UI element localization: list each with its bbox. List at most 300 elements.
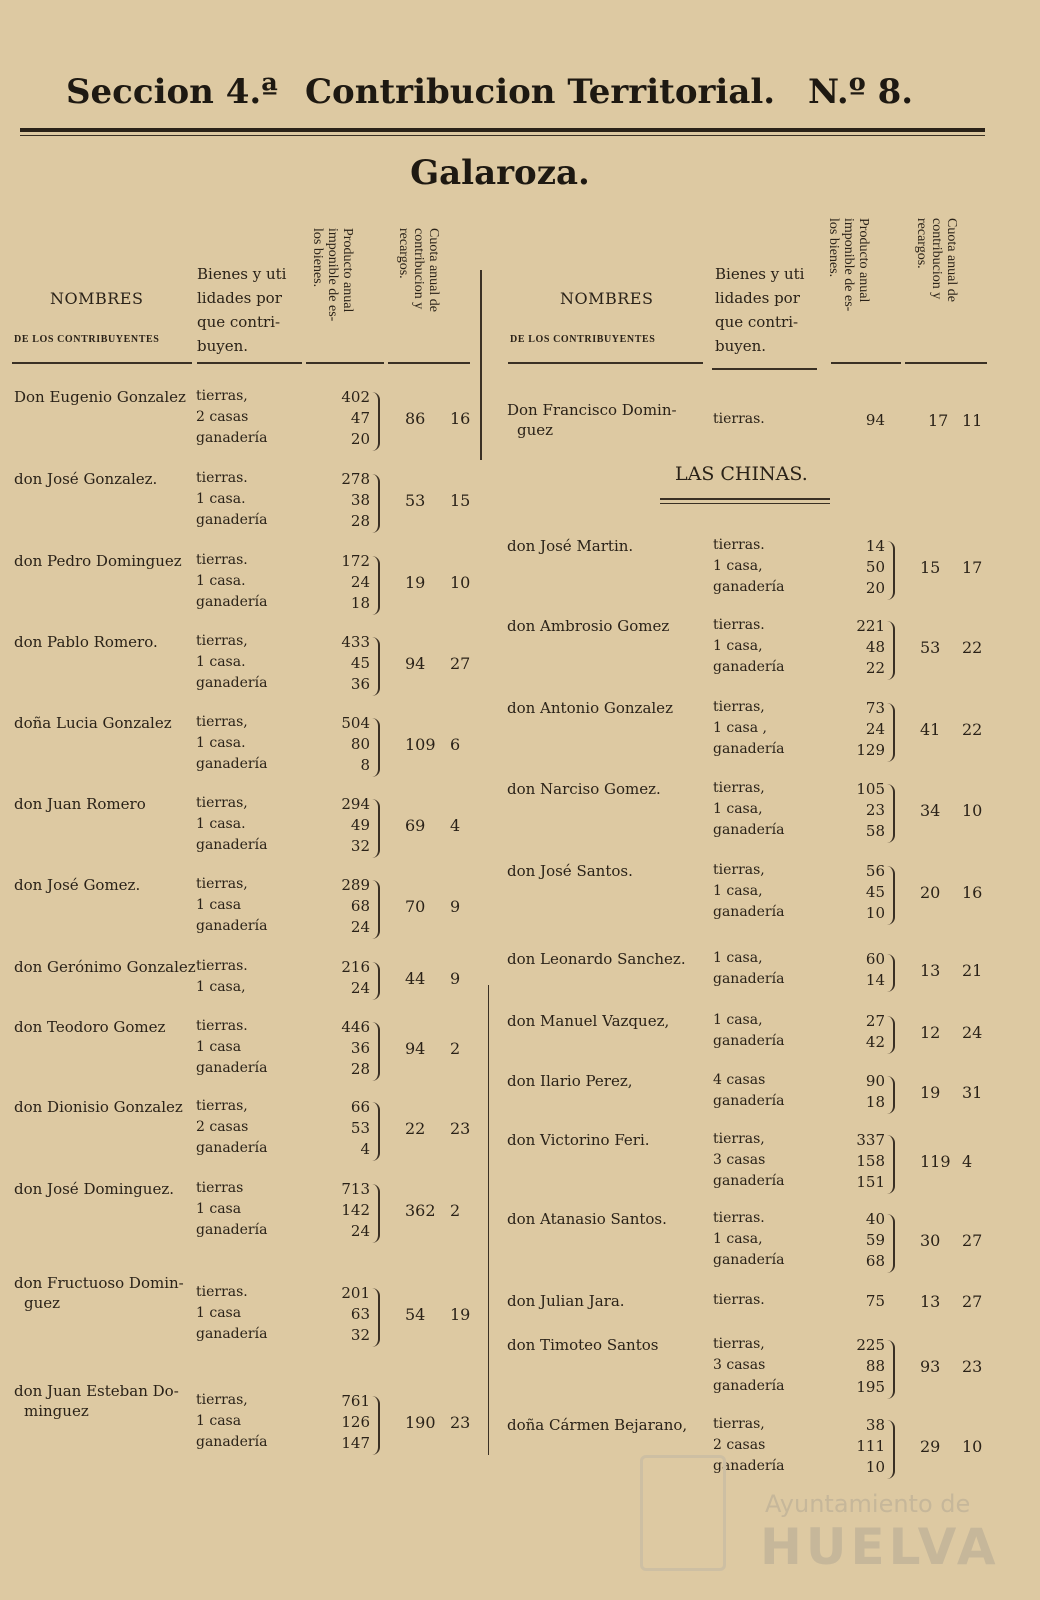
asset-value: 20: [350, 430, 370, 448]
asset-value: 47: [350, 409, 370, 427]
asset-item: ganadería: [196, 594, 268, 610]
asset-item: tierras.: [196, 958, 248, 974]
asset-item: ganadería: [713, 1252, 785, 1268]
asset-item: tierras.: [196, 1018, 248, 1034]
asset-item: tierras,: [713, 862, 765, 878]
cuota-line: Cuota anual de: [944, 218, 959, 302]
asset-item: tierras: [196, 1180, 244, 1196]
producto-line: Producto anual: [340, 228, 355, 313]
watermark-line1: Ayuntamiento de: [765, 1490, 971, 1518]
brace-icon: [887, 1420, 895, 1479]
contributor-name: don José Santos.: [507, 862, 633, 880]
asset-item: 3 casas: [713, 1152, 766, 1168]
quota-reales: 22: [405, 1119, 426, 1138]
column-divider-lower: [488, 985, 489, 1455]
asset-item: ganadería: [196, 430, 268, 446]
contributor-name: don Juan Romero: [14, 795, 146, 813]
bienes-line: lidades por: [715, 289, 800, 307]
quota-reales: 190: [405, 1413, 436, 1432]
asset-value: 60: [865, 950, 885, 968]
left-heading-rule: [12, 362, 192, 364]
asset-item: tierras,: [713, 1416, 765, 1432]
contributor-name: doña Cármen Bejarano,: [507, 1416, 688, 1434]
asset-value: 18: [350, 594, 370, 612]
asset-item: tierras,: [196, 388, 248, 404]
quota-maravedis: 22: [962, 638, 983, 657]
asset-item: 1 casa: [196, 1413, 242, 1429]
brace-icon: [887, 784, 895, 843]
section-label: Seccion 4.ª: [66, 72, 278, 112]
quota-reales: 53: [405, 491, 426, 510]
quota-reales: 70: [405, 897, 426, 916]
quota-reales: 94: [405, 654, 426, 673]
town-title: Galaroza.: [410, 153, 590, 193]
asset-value: 38: [865, 1416, 885, 1434]
contributor-name: don Juan Esteban Do-: [14, 1382, 179, 1400]
asset-item: tierras,: [196, 1098, 248, 1114]
asset-item: tierras.: [713, 537, 765, 553]
contributor-name: don Julian Jara.: [507, 1292, 625, 1310]
contributor-name-cont: guez: [24, 1294, 61, 1312]
brace-icon: [887, 1076, 895, 1114]
quota-maravedis: 31: [962, 1082, 983, 1102]
quota-reales: 53: [920, 638, 941, 657]
brace-icon: [887, 1214, 895, 1273]
asset-item: tierras.: [713, 411, 765, 427]
asset-value: 45: [350, 654, 370, 672]
header-rule-thick: [20, 128, 985, 132]
quota-maravedis: 22: [962, 720, 983, 739]
asset-value: 10: [865, 1458, 885, 1476]
quota-maravedis: 27: [450, 654, 471, 673]
asset-value: 88: [865, 1357, 885, 1375]
asset-item: tierras,: [196, 795, 248, 811]
asset-value: 446: [341, 1018, 370, 1036]
asset-item: tierras,: [713, 699, 765, 715]
asset-value: 75: [865, 1292, 885, 1310]
quota-maravedis: 19: [450, 1305, 471, 1324]
asset-value: 28: [350, 1060, 370, 1078]
contributor-name: don Victorino Feri.: [507, 1131, 650, 1149]
asset-item: 2 casas: [196, 409, 249, 425]
asset-item: tierras,: [196, 876, 248, 892]
contributor-name: don José Dominguez.: [14, 1180, 174, 1198]
asset-item: ganadería: [196, 1326, 268, 1342]
asset-item: ganadería: [196, 1434, 268, 1450]
asset-value: 18: [865, 1093, 885, 1111]
asset-item: 1 casa.: [196, 816, 246, 832]
quota-maravedis: 4: [962, 1152, 973, 1171]
asset-value: 58: [865, 822, 885, 840]
asset-value: 8: [360, 756, 370, 774]
asset-value: 32: [350, 837, 370, 855]
asset-item: 1 casa,: [713, 950, 763, 966]
asset-value: 59: [865, 1231, 885, 1249]
asset-item: tierras.: [196, 470, 248, 486]
quota-reales: 94: [405, 1039, 426, 1058]
header-rule-thin: [20, 135, 985, 136]
left-heading-rule: [306, 362, 384, 364]
quota-maravedis: 17: [962, 558, 983, 577]
quota-reales: 12: [920, 1022, 941, 1042]
asset-item: 1 casa.: [196, 573, 246, 589]
quota-maravedis: 11: [962, 411, 983, 430]
contributor-name-cont: minguez: [24, 1402, 89, 1420]
subsection-rule: [660, 503, 830, 504]
quota-maravedis: 2: [450, 1039, 461, 1058]
asset-item: 1 casa.: [196, 735, 246, 751]
contributor-name-cont: guez: [517, 421, 554, 439]
asset-item: 1 casa.: [196, 491, 246, 507]
quota-reales: 19: [920, 1082, 941, 1102]
brace-icon: [372, 392, 380, 451]
asset-item: ganadería: [196, 1222, 268, 1238]
asset-value: 504: [341, 714, 370, 732]
left-heading-rule: [388, 362, 470, 364]
watermark-shield-icon: [640, 1455, 726, 1571]
brace-icon: [372, 1184, 380, 1243]
asset-item: tierras.: [713, 1210, 765, 1226]
asset-value: 129: [856, 741, 885, 759]
quota-reales: 34: [920, 801, 941, 820]
quota-maravedis: 15: [450, 491, 471, 510]
asset-value: 278: [341, 470, 370, 488]
contributor-name: Don Francisco Domin-: [507, 401, 677, 419]
quota-reales: 362: [405, 1201, 436, 1220]
asset-item: ganadería: [713, 822, 785, 838]
quota-maravedis: 21: [962, 960, 983, 980]
cuota-line: Cuota anual de: [426, 228, 441, 312]
asset-value: 24: [350, 918, 370, 936]
asset-value: 142: [341, 1201, 370, 1219]
asset-value: 158: [856, 1152, 885, 1170]
right-heading-rule: [712, 368, 817, 370]
right-heading-rule: [831, 362, 901, 364]
bienes-line: Bienes y uti: [715, 265, 805, 283]
asset-value: 24: [350, 1222, 370, 1240]
contributor-name: don José Martin.: [507, 537, 634, 555]
quota-maravedis: 9: [450, 897, 461, 916]
producto-line: los bienes.: [826, 218, 841, 278]
quota-maravedis: 4: [450, 816, 461, 835]
asset-value: 53: [350, 1119, 370, 1137]
asset-value: 90: [865, 1072, 885, 1090]
asset-value: 36: [350, 1039, 370, 1057]
brace-icon: [372, 1288, 380, 1347]
asset-item: ganadería: [196, 512, 268, 528]
cuota-line: contribucion y: [411, 228, 426, 310]
quota-maravedis: 6: [450, 735, 461, 754]
asset-item: ganadería: [196, 675, 268, 691]
producto-line: imponible de es-: [325, 228, 340, 322]
asset-item: ganadería: [713, 971, 785, 987]
asset-value: 195: [856, 1378, 885, 1396]
asset-item: 1 casa,: [713, 558, 763, 574]
quota-maravedis: 2: [450, 1201, 461, 1220]
quota-reales: 15: [920, 558, 941, 577]
asset-value: 28: [350, 512, 370, 530]
asset-value: 36: [350, 675, 370, 693]
asset-item: ganadería: [196, 837, 268, 853]
asset-item: ganadería: [196, 756, 268, 772]
brace-icon: [372, 474, 380, 533]
asset-value: 22: [865, 659, 885, 677]
asset-item: tierras,: [713, 780, 765, 796]
asset-item: 1 casa: [196, 897, 242, 913]
asset-item: 1 casa ,: [713, 720, 767, 736]
bienes-line: que contri-: [197, 313, 281, 331]
quota-reales: 13: [920, 960, 941, 980]
asset-item: tierras.: [196, 552, 248, 568]
asset-value: 24: [350, 979, 370, 997]
brace-icon: [372, 799, 380, 858]
left-producto-heading: [310, 228, 355, 358]
brace-icon: [372, 1022, 380, 1081]
quota-reales: 86: [405, 409, 426, 428]
asset-item: 1 casa,: [713, 883, 763, 899]
asset-value: 45: [865, 883, 885, 901]
asset-item: 3 casas: [713, 1357, 766, 1373]
quota-reales: 17: [928, 411, 949, 430]
quota-reales: 20: [920, 883, 941, 902]
contributor-name: don Fructuoso Domin-: [14, 1274, 184, 1292]
quota-reales: 119: [920, 1152, 951, 1171]
quota-maravedis: 24: [962, 1022, 983, 1042]
asset-value: 111: [856, 1437, 885, 1455]
asset-item: tierras,: [196, 714, 248, 730]
right-names-heading: NOMBRES: [560, 289, 654, 308]
left-names-heading: NOMBRES: [50, 289, 144, 308]
column-divider: [480, 270, 482, 460]
asset-item: tierras,: [713, 1336, 765, 1352]
right-cuota-heading: [914, 218, 959, 358]
producto-line: Producto anual: [856, 218, 871, 303]
asset-item: tierras,: [196, 633, 248, 649]
quota-reales: 29: [920, 1437, 941, 1456]
brace-icon: [887, 541, 895, 600]
asset-value: 50: [865, 558, 885, 576]
brace-icon: [372, 1396, 380, 1455]
cuota-line: recargos.: [914, 218, 929, 269]
watermark-line2: HUELVA: [760, 1518, 1000, 1576]
contributor-name: don Pedro Dominguez: [14, 552, 182, 570]
quota-maravedis: 9: [450, 968, 461, 988]
asset-value: 4: [360, 1140, 370, 1158]
asset-item: 1 casa,: [713, 1012, 763, 1028]
asset-value: 433: [341, 633, 370, 651]
page-title: Contribucion Territorial.: [305, 72, 776, 112]
asset-value: 24: [350, 573, 370, 591]
contributor-name: don Gerónimo Gonzalez: [14, 958, 196, 976]
page-number: N.º 8.: [808, 72, 914, 112]
left-names-subheading: DE LOS CONTRIBUYENTES: [14, 334, 160, 345]
quota-maravedis: 23: [450, 1119, 471, 1138]
quota-reales: 93: [920, 1357, 941, 1376]
bienes-line: lidades por: [197, 289, 282, 307]
contributor-name: don Timoteo Santos: [507, 1336, 659, 1354]
asset-item: ganadería: [713, 579, 785, 595]
asset-item: tierras,: [196, 1392, 248, 1408]
contributor-name: don Antonio Gonzalez: [507, 699, 673, 717]
asset-item: ganadería: [196, 1060, 268, 1076]
quota-maravedis: 10: [962, 1437, 983, 1456]
brace-icon: [372, 962, 380, 1000]
contributor-name: don Ilario Perez,: [507, 1072, 633, 1090]
asset-value: 294: [341, 795, 370, 813]
asset-item: 1 casa,: [713, 638, 763, 654]
left-cuota-heading: [396, 228, 441, 358]
asset-value: 38: [350, 491, 370, 509]
asset-item: 1 casa.: [196, 654, 246, 670]
brace-icon: [372, 637, 380, 696]
asset-value: 23: [865, 801, 885, 819]
asset-value: 56: [865, 862, 885, 880]
asset-value: 225: [856, 1336, 885, 1354]
asset-item: tierras.: [713, 617, 765, 633]
asset-value: 713: [341, 1180, 370, 1198]
asset-value: 289: [341, 876, 370, 894]
quota-maravedis: 16: [450, 409, 471, 428]
brace-icon: [887, 1135, 895, 1194]
asset-value: 27: [865, 1012, 885, 1030]
contributor-name: don Ambrosio Gomez: [507, 617, 670, 635]
asset-item: 1 casa: [196, 1201, 242, 1217]
asset-value: 761: [341, 1392, 370, 1410]
asset-value: 68: [865, 1252, 885, 1270]
page-header: [0, 72, 1040, 122]
contributor-name: don Dionisio Gonzalez: [14, 1098, 183, 1116]
asset-value: 66: [350, 1098, 370, 1116]
asset-item: 1 casa: [196, 1039, 242, 1055]
brace-icon: [372, 880, 380, 939]
asset-value: 337: [856, 1131, 885, 1149]
quota-reales: 19: [405, 573, 426, 592]
asset-value: 402: [341, 388, 370, 406]
asset-item: 1 casa: [196, 1305, 242, 1321]
left-heading-rule: [197, 362, 302, 364]
contributor-name: don Manuel Vazquez,: [507, 1012, 670, 1030]
asset-value: 201: [341, 1284, 370, 1302]
asset-item: ganadería: [196, 918, 268, 934]
asset-value: 10: [865, 904, 885, 922]
left-bienes-heading: [197, 262, 302, 358]
contributor-name: don Leonardo Sanchez.: [507, 950, 686, 968]
asset-item: 1 casa,: [713, 1231, 763, 1247]
brace-icon: [887, 866, 895, 925]
asset-value: 221: [856, 617, 885, 635]
quota-reales: 54: [405, 1305, 426, 1324]
asset-value: 80: [350, 735, 370, 753]
asset-value: 20: [865, 579, 885, 597]
asset-value: 172: [341, 552, 370, 570]
right-producto-heading: [826, 218, 871, 358]
asset-item: ganadería: [713, 1378, 785, 1394]
right-heading-rule: [905, 362, 987, 364]
asset-item: ganadería: [713, 1458, 785, 1474]
asset-value: 32: [350, 1326, 370, 1344]
subsection-rule: [660, 498, 830, 500]
brace-icon: [887, 954, 895, 992]
asset-value: 14: [865, 971, 885, 989]
asset-item: 4 casas: [713, 1072, 766, 1088]
asset-value: 126: [341, 1413, 370, 1431]
contributor-name: don Pablo Romero.: [14, 633, 158, 651]
producto-line: los bienes.: [310, 228, 325, 288]
brace-icon: [372, 718, 380, 777]
asset-item: 1 casa,: [713, 801, 763, 817]
asset-item: 2 casas: [196, 1119, 249, 1135]
brace-icon: [887, 621, 895, 680]
asset-value: 216: [341, 958, 370, 976]
contributor-name: doña Lucia Gonzalez: [14, 714, 172, 732]
brace-icon: [887, 1016, 895, 1054]
contributor-name: don Narciso Gomez.: [507, 780, 661, 798]
asset-item: tierras.: [713, 1292, 765, 1308]
asset-value: 63: [350, 1305, 370, 1323]
bienes-line: que contri-: [715, 313, 799, 331]
brace-icon: [887, 703, 895, 762]
asset-value: 24: [865, 720, 885, 738]
quota-maravedis: 23: [450, 1413, 471, 1432]
contributor-name: don Atanasio Santos.: [507, 1210, 667, 1228]
brace-icon: [372, 1102, 380, 1161]
quota-reales: 44: [405, 968, 426, 988]
asset-value: 105: [856, 780, 885, 798]
subsection-title: LAS CHINAS.: [675, 463, 808, 485]
quota-reales: 109: [405, 735, 436, 754]
producto-line: imponible de es-: [841, 218, 856, 312]
bienes-line: buyen.: [715, 337, 767, 355]
right-bienes-heading: [715, 262, 815, 358]
asset-item: ganadería: [713, 904, 785, 920]
contributor-name: don José Gomez.: [14, 876, 141, 894]
asset-value: 94: [865, 411, 885, 429]
quota-maravedis: 27: [962, 1231, 983, 1250]
brace-icon: [372, 556, 380, 615]
asset-value: 68: [350, 897, 370, 915]
asset-item: ganadería: [196, 1140, 268, 1156]
right-heading-rule: [508, 362, 703, 364]
asset-value: 49: [350, 816, 370, 834]
asset-item: ganadería: [713, 1093, 785, 1109]
asset-item: ganadería: [713, 1173, 785, 1189]
asset-value: 48: [865, 638, 885, 656]
asset-item: ganadería: [713, 659, 785, 675]
right-names-subheading: DE LOS CONTRIBUYENTES: [510, 334, 656, 345]
asset-value: 14: [865, 537, 885, 555]
asset-value: 40: [865, 1210, 885, 1228]
quota-maravedis: 27: [962, 1292, 983, 1311]
asset-value: 147: [341, 1434, 370, 1452]
quota-maravedis: 10: [962, 801, 983, 820]
quota-maravedis: 16: [962, 883, 983, 902]
asset-value: 151: [856, 1173, 885, 1191]
asset-value: 42: [865, 1033, 885, 1051]
quota-reales: 30: [920, 1231, 941, 1250]
quota-reales: 41: [920, 720, 941, 739]
asset-item: 2 casas: [713, 1437, 766, 1453]
cuota-line: contribucion y: [929, 218, 944, 300]
bienes-line: Bienes y uti: [197, 265, 287, 283]
quota-maravedis: 10: [450, 573, 471, 592]
asset-item: tierras,: [713, 1131, 765, 1147]
quota-reales: 69: [405, 816, 426, 835]
asset-value: 73: [865, 699, 885, 717]
contributor-name: don José Gonzalez.: [14, 470, 158, 488]
asset-item: ganadería: [713, 1033, 785, 1049]
quota-reales: 13: [920, 1292, 941, 1311]
quota-maravedis: 23: [962, 1357, 983, 1376]
